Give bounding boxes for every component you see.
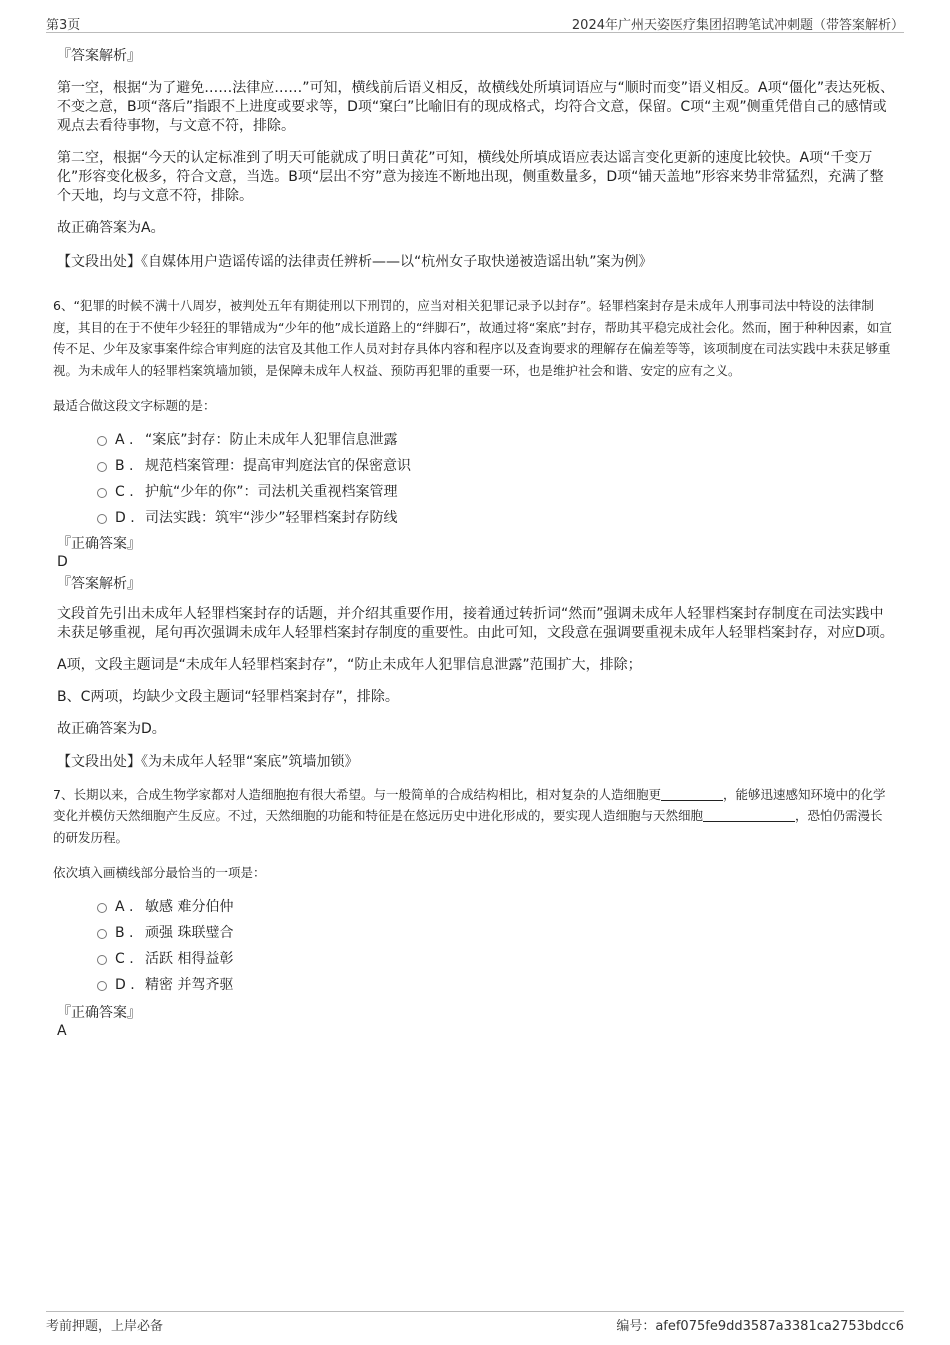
option-b[interactable] [57,453,895,479]
option-a[interactable] [57,894,895,920]
analysis-label: 『答案解析』 [57,575,141,592]
analysis-conclusion: 故正确答案为D。 [57,720,166,737]
analysis-paragraph: 第一空，根据“为了避免……法律应……”可知，横线前后语义相反，故横线处所填词语应与“顺时而变”语义相反。A项“僵化”表达死板、不变之意，B项“落后”指跟不上进度或要求等，D项“窠臼”比喻旧有的现成格式，均符合文意，保留。C项“主观”侧重凭借自己的感情或观点去看待事物，与文意不符，排除。 [57,80,895,134]
page-number: 第3页 [46,18,81,33]
option-c[interactable] [57,946,895,972]
option-letter: B . [115,924,134,941]
question-text: 6、“犯罪的时候不满十八周岁，被判处五年有期徒刑以下刑罚的，应当对相关犯罪记录予以封存”。轻罪档案封存是未成年人刑事司法中特设的法律制度，其目的在于不使年少轻狂的罪错成为“少年的他”成长道路上的“绊脚石”，故通过将“案底”封存，帮助其平稳完成社会化。然而，囿于种种因素，如宣传不足、少年及家事案件综合审判庭的法官及其他工作人员对封存具体内容和程序以及查询要求的理解存在偏差等等，该项制度在司法实践中未获足够重视。为未成年人的轻罪档案筑墙加锁，是保障未成年人权益、预防再犯罪的重要一环，也是维护社会和谐、安定的应有之义。 [53,298,892,378]
question-text [53,784,895,849]
option-text: 敏感 难分伯仲 [145,898,234,915]
radio-icon[interactable] [97,462,107,472]
option-letter: D . [115,509,135,526]
option-text: “案底”封存：防止未成年人犯罪信息泄露 [145,431,398,448]
option-text: 顽强 珠联璧合 [145,924,234,941]
question-text-part: ，恐怕仍需漫长的研发历程。 [53,808,883,845]
source-citation: 【文段出处】《自媒体用户造谣传谣的法律责任辨析——以“杭州女子取快递被造谣出轨”案为例》 [57,254,653,270]
radio-icon[interactable] [97,955,107,965]
page-content [53,46,895,1040]
analysis-paragraph: 第二空，根据“今天的认定标准到了明天可能就成了明日黄花”可知，横线处所填成语应表达谣言变化更新的速度比较快。A项“千变万化”形容变化极多，符合文意，当选。B项“层出不穷”意为接连不断地出现，侧重数量多，D项“铺天盖地”形容来势非常猛烈，充满了整个天地，均与文意不符，排除。 [57,150,884,204]
page-footer [46,1311,904,1334]
option-text: 活跃 相得益彰 [145,950,234,967]
option-d[interactable] [57,972,895,998]
question-prompt: 依次填入画横线部分最恰当的一项是： [53,865,266,880]
document-title: 2024年广州天姿医疗集团招聘笔试冲刺题（带答案解析） [571,18,904,33]
analysis-conclusion: 故正确答案为A。 [57,220,165,236]
option-text: 精密 并驾齐驱 [145,976,234,993]
fill-blank [703,807,795,822]
option-text: 规范档案管理：提高审判庭法官的保密意识 [145,457,411,474]
option-b[interactable] [57,920,895,946]
radio-icon[interactable] [97,488,107,498]
analysis-paragraph: 文段首先引出未成年人轻罪档案封存的话题，并介绍其重要作用，接着通过转折词“然而”强调未成年人轻罪档案封存制度在司法实践中未获足够重视，尾句再次强调未成年人轻罪档案封存制度的重要性。由此可知，文段意在强调要重视未成年人轻罪档案封存，对应D项。 [57,605,894,641]
source-citation: 【文段出处】《为未成年人轻罪“案底”筑墙加锁》 [57,753,359,770]
option-text: 护航“少年的你”：司法机关重视档案管理 [145,483,398,500]
document-id: 编号：afef075fe9dd3587a3381ca2753bdcc6 [616,1319,904,1334]
option-a[interactable] [57,427,895,453]
correct-answer-label: 『正确答案』 [57,535,141,552]
option-list [57,894,895,998]
option-d[interactable] [57,505,895,531]
analysis-paragraph: A项，文段主题词是“未成年人轻罪档案封存”，“防止未成年人犯罪信息泄露”范围扩大，排除； [57,656,642,673]
option-list [57,427,895,531]
radio-icon[interactable] [97,436,107,446]
option-text: 司法实践：筑牢“涉少”轻罪档案封存防线 [145,509,398,526]
footer-slogan: 考前押题，上岸必备 [46,1319,164,1334]
option-letter: C . [115,950,134,967]
analysis-label: 『答案解析』 [57,48,141,64]
option-c[interactable] [57,479,895,505]
option-letter: A . [115,431,134,448]
analysis-paragraph: B、C两项，均缺少文段主题词“轻罪档案封存”，排除。 [57,688,399,705]
radio-icon[interactable] [97,903,107,913]
question-text-part: 7、长期以来，合成生物学家都对人造细胞抱有很大希望。与一般简单的合成结构相比，相对复杂的人造细胞更 [53,786,661,802]
option-letter: A . [115,898,134,915]
question-prompt: 最适合做这段文字标题的是： [53,398,216,413]
correct-answer: A [57,1022,67,1039]
page-header [46,14,904,33]
radio-icon[interactable] [97,929,107,939]
radio-icon[interactable] [97,981,107,991]
fill-blank [661,786,723,801]
option-letter: D . [115,976,135,993]
option-letter: C . [115,483,134,500]
radio-icon[interactable] [97,514,107,524]
question-text-part: ，能够迅速感知环境中的化学变化并模仿天然细胞产生反应。不过，天然细胞的功能和特征是在悠远历史中进化形成的，要实现人造细胞与天然细胞 [53,786,886,823]
option-letter: B . [115,457,134,474]
correct-answer: D [57,553,68,570]
correct-answer-label: 『正确答案』 [57,1004,141,1021]
